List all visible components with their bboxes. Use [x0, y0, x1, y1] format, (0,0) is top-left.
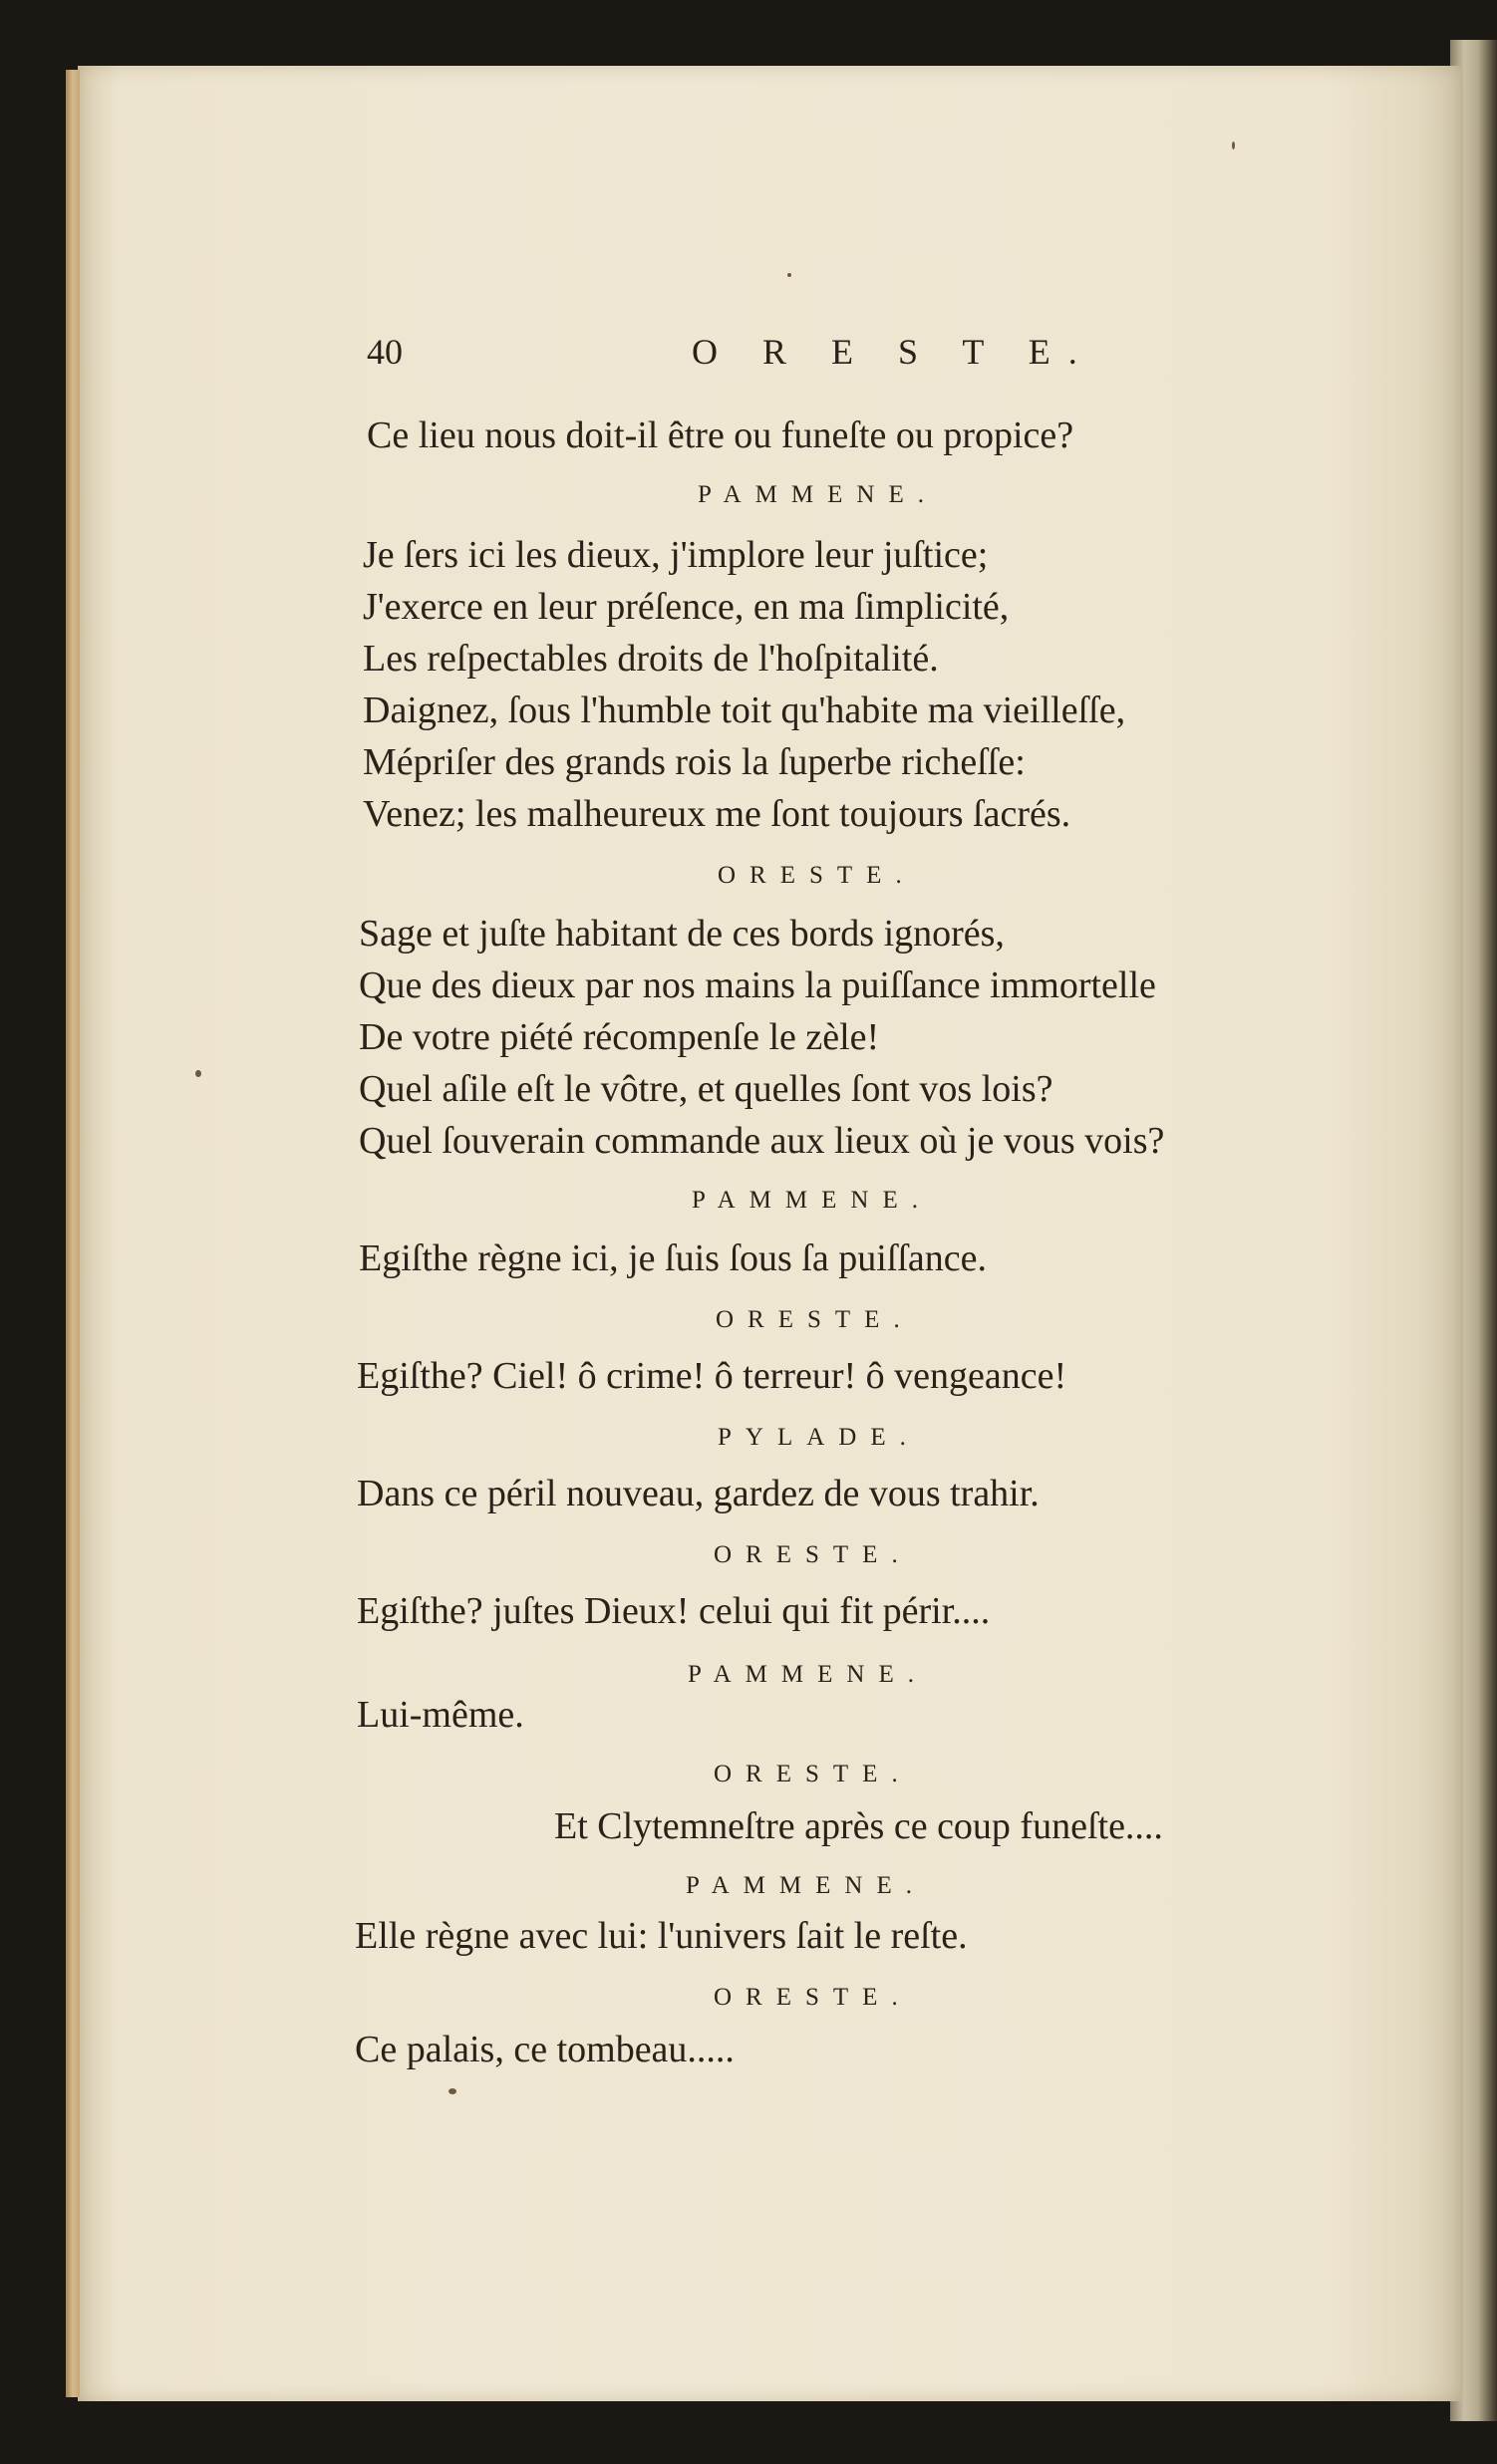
verse-line: Mépriſer des grands rois la ſuperbe richeſſe: [363, 741, 1026, 783]
speaker-name: PAMMENE. [698, 481, 938, 508]
speaker-name: PAMMENE. [686, 1872, 926, 1899]
verse-line: Quel ſouverain commande aux lieux où je vous vois? [359, 1120, 1165, 1162]
speaker-name: ORESTE. [716, 1306, 914, 1333]
verse-line: Egiſthe règne ici, je ſuis ſous ſa puiſſance. [359, 1237, 987, 1279]
paper-speck [449, 2088, 456, 2094]
speaker-name: ORESTE. [714, 1541, 912, 1568]
verse-line: Ce lieu nous doit-il être ou funeſte ou propice? [367, 414, 1074, 456]
running-title: O R E S T E. [692, 332, 1095, 372]
speaker-name: PAMMENE. [692, 1187, 932, 1214]
verse-line: Elle règne avec lui: l'univers ſait le reſte. [355, 1915, 968, 1957]
verse-line: De votre piété récompenſe le zèle! [359, 1016, 880, 1058]
speaker-name: ORESTE. [714, 1761, 912, 1787]
page-number: 40 [367, 332, 403, 372]
verse-line: Venez; les malheureux me ſont toujours ſacrés. [363, 793, 1071, 835]
paper-speck [195, 1070, 201, 1077]
verse-line: Ce palais, ce tombeau..... [355, 2029, 735, 2070]
verse-line: Et Clytemneſtre après ce coup funeſte.... [554, 1805, 1163, 1847]
verse-line: Daignez, ſous l'humble toit qu'habite ma vieilleſſe, [363, 689, 1126, 731]
paper-speck [787, 273, 791, 277]
verse-line: Egiſthe? Ciel! ô crime! ô terreur! ô vengeance! [357, 1355, 1067, 1397]
verse-line: Egiſthe? juſtes Dieux! celui qui fit périr.... [357, 1590, 991, 1632]
speaker-name: ORESTE. [714, 1984, 912, 2011]
verse-line: Lui-même. [357, 1694, 524, 1736]
speaker-name: ORESTE. [718, 862, 916, 889]
verse-line: Dans ce péril nouveau, gardez de vous trahir. [357, 1473, 1040, 1514]
verse-line: Que des dieux par nos mains la puiſſance immortelle [359, 964, 1156, 1006]
speaker-name: PAMMENE. [688, 1661, 928, 1688]
verse-line: Les reſpectables droits de l'hoſpitalité. [363, 638, 939, 680]
paper-speck [1232, 141, 1235, 149]
verse-line: J'exerce en leur préſence, en ma ſimplicité, [363, 586, 1010, 628]
verse-line: Quel aſile eſt le vôtre, et quelles ſont vos lois? [359, 1068, 1053, 1110]
speaker-name: PYLADE. [718, 1424, 920, 1451]
verse-line: Sage et juſte habitant de ces bords ignorés, [359, 913, 1005, 955]
book-spine-edge [66, 70, 80, 2397]
verse-line: Je ſers ici les dieux, j'implore leur juſtice; [363, 534, 989, 576]
